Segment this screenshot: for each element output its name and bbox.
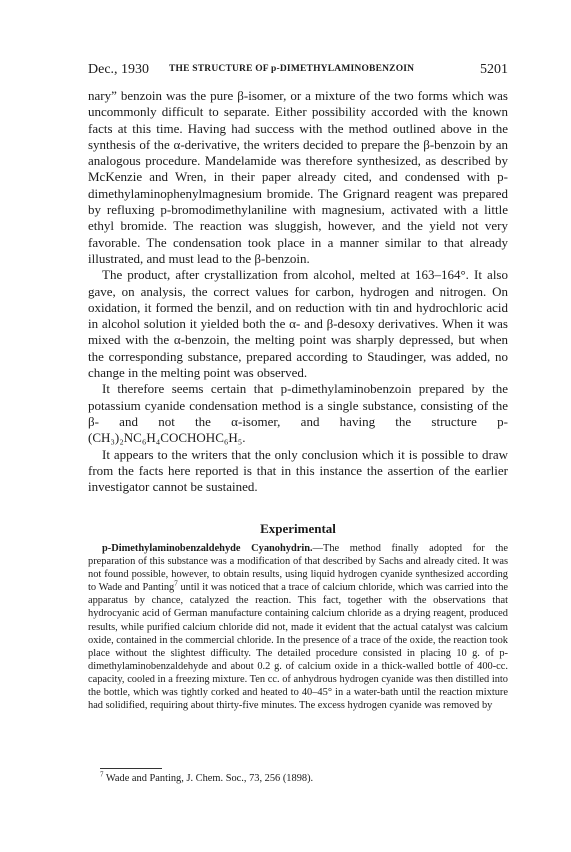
- body-text: [88, 88, 508, 495]
- footnote-text: Wade and Panting, J. Chem. Soc., 73, 256 (1898).: [103, 773, 314, 784]
- experimental-text-part-1: —The method finally adopted for the preparation of this substance was a modification of that described by Sachs and already cited. It was not found possible, however, to obtain results, using liquid hydrogen cyanide synthesized according to Wade and Panting: [88, 543, 508, 594]
- body-paragraph: It appears to the writers that the only conclusion which it is possible to draw from the facts here reported is that in this instance the assertion of the earlier investigator cannot be sustained.: [88, 446, 508, 495]
- experimental-text-part-2: until it was noticed that a trace of calcium chloride, which was carried into the apparatus by chance, catalyzed the reaction. This fact, together with the observations that hydrocyanic acid of German manufacture containing calcium chloride as a drying reagent, produced results, while purified calcium chloride did not, made it evident that the actual catalyst was calcium oxide, contained in the commercial chloride. In the presence of a trace of the oxide, the reaction took place without the slightest difficulty. The detailed procedure consisted in placing 10 g. of p-dimethylaminobenzaldehyde and about 0.2 g. of calcium oxide in a thick-walled bottle of 400-cc. capacity, cooled in a freezing mixture. Ten cc. of anhydrous hydrogen cyanide was then distilled into the bottle, which was tightly corked and heated to 40–45° in a water-bath until the reaction mixture had solidified, requiring about thirty-five minutes. The excess hydrogen cyanide was removed by: [88, 582, 509, 712]
- footnote-rule: [100, 768, 162, 769]
- body-paragraph: nary” benzoin was the pure β-isomer, or a mixture of the two forms which was uncommonly difficult to separate. Either possibility accorded with the known facts at this time. Having had success with the method outlined above in the synthesis of the α-derivative, the writers decided to prepare the β-benzoin by an analogous procedure. Mandelamide was therefore synthesized, as described by McKenzie and Wren, in their paper already cited, and condensed with p-dimethylaminophenylmagnesium bromide. The Grignard reagent was prepared by refluxing p-bromodimethylaniline with magnesium, activated with a little ethyl bromide. The reaction was sluggish, however, and the yield not very favorable. The condensation took place in a manner similar to that already illustrated, and must lead to the β-benzoin.: [88, 88, 508, 266]
- header-date: Dec., 1930: [88, 62, 150, 77]
- footnote-mark: 7: [100, 770, 104, 779]
- section-heading: Experimental: [260, 521, 336, 536]
- footnote: [100, 772, 508, 785]
- run-in-heading: p-Dimethylaminobenzaldehyde Cyanohydrin.: [102, 543, 313, 554]
- body-paragraph: The product, after crystallization from alcohol, melted at 163–164°. It also gave, on analysis, the correct values for carbon, hydrogen and nitrogen. On oxidation, it formed the benzil, and on reduction with tin and hydrochloric acid in alcohol solution it yielded both the α- and β-desoxy derivatives. When it was mixed with the α-benzoin, the melting point was sharply depressed, but when the corresponding substance, prepared according to Staudinger, was added, no change in the melting point was observed.: [88, 267, 508, 381]
- body-paragraph: It therefore seems certain that p-dimethylaminobenzoin prepared by the potassium cyanide condensation method is a single substance, consisting of the β- and not the α-isomer, and having the structure p-(CH₃)₂NC₆H₄COCHOHC₆H₅.: [88, 381, 508, 446]
- page-number: 5201: [480, 62, 508, 77]
- header-title: THE STRUCTURE OF p-DIMETHYLAMINOBENZOIN: [169, 64, 415, 74]
- footnote-reference: 7: [174, 579, 178, 588]
- running-head: [88, 62, 508, 78]
- experimental-paragraph: [88, 542, 508, 712]
